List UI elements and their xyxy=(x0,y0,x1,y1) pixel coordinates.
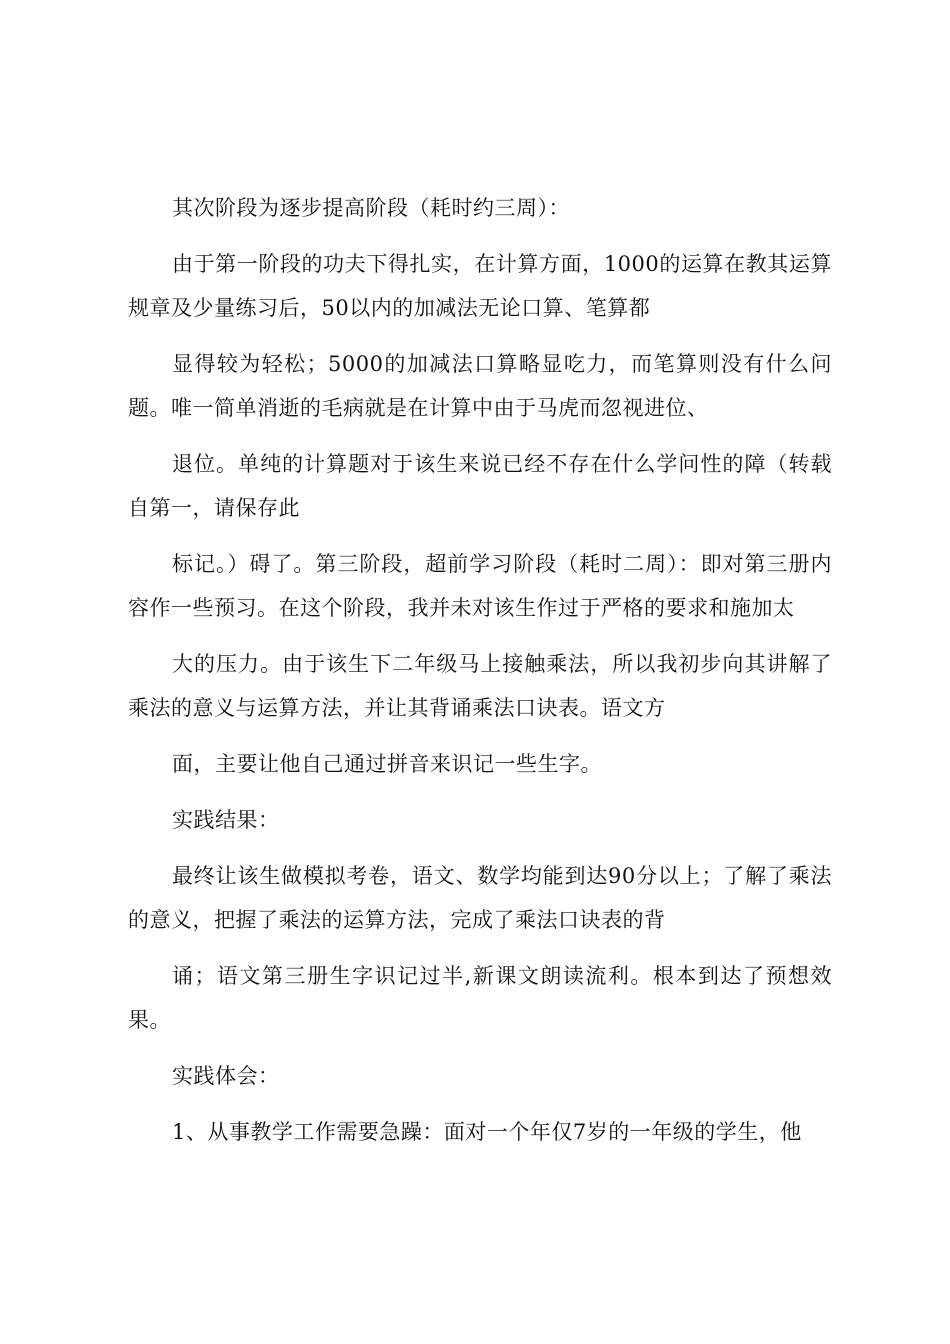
paragraph-stage-three: 标记。）碍了。第三阶段，超前学习阶段（耗时二周）：即对第三册内容作一些预习。在这个阶段，我并未对该生作过于严格的要求和施加太 xyxy=(128,552,832,620)
paragraph-reflection-one: 1、从事教学工作需要急躁：面对一个年仅7岁的一年级的学生，他 xyxy=(172,1120,802,1144)
paragraph-addition-subtraction: 显得较为轻松；5000的加减法口算略显吃力，而笔算则没有什么问题。唯一简单消逝的毛病就是在计算中由于马虎而忽视进位、 xyxy=(128,352,832,420)
document-body xyxy=(128,186,832,1154)
paragraph-multiplication-intro: 大的压力。由于该生下二年级马上接触乘法，所以我初步向其讲解了乘法的意义与运算方法，并让其背诵乘法口诀表。语文方 xyxy=(128,652,832,720)
paragraph-recitation-results: 诵；语文第三册生字识记过半,新课文朗读流利。根本到达了预想效果。 xyxy=(128,964,832,1032)
paragraph-calculation-progress: 由于第一阶段的功夫下得扎实，在计算方面，1000的运算在教其运算规章及少量练习后，50以内的加减法无论口算、笔算都 xyxy=(128,252,832,320)
paragraph-stage-two-heading: 其次阶段为逐步提高阶段（耗时约三周）： xyxy=(172,196,570,220)
paragraph-carry-borrow: 退位。单纯的计算题对于该生来说已经不存在什么学问性的障（转载自第一，请保存此 xyxy=(128,452,832,520)
heading-practice-results: 实践结果： xyxy=(172,808,280,832)
paragraph-exam-results: 最终让该生做模拟考卷，语文、数学均能到达90分以上；了解了乘法的意义，把握了乘法的运算方法，完成了乘法口诀表的背 xyxy=(128,864,832,932)
heading-practice-reflection: 实践体会： xyxy=(172,1064,280,1088)
paragraph-chinese-pinyin: 面，主要让他自己通过拼音来识记一些生字。 xyxy=(172,752,602,776)
